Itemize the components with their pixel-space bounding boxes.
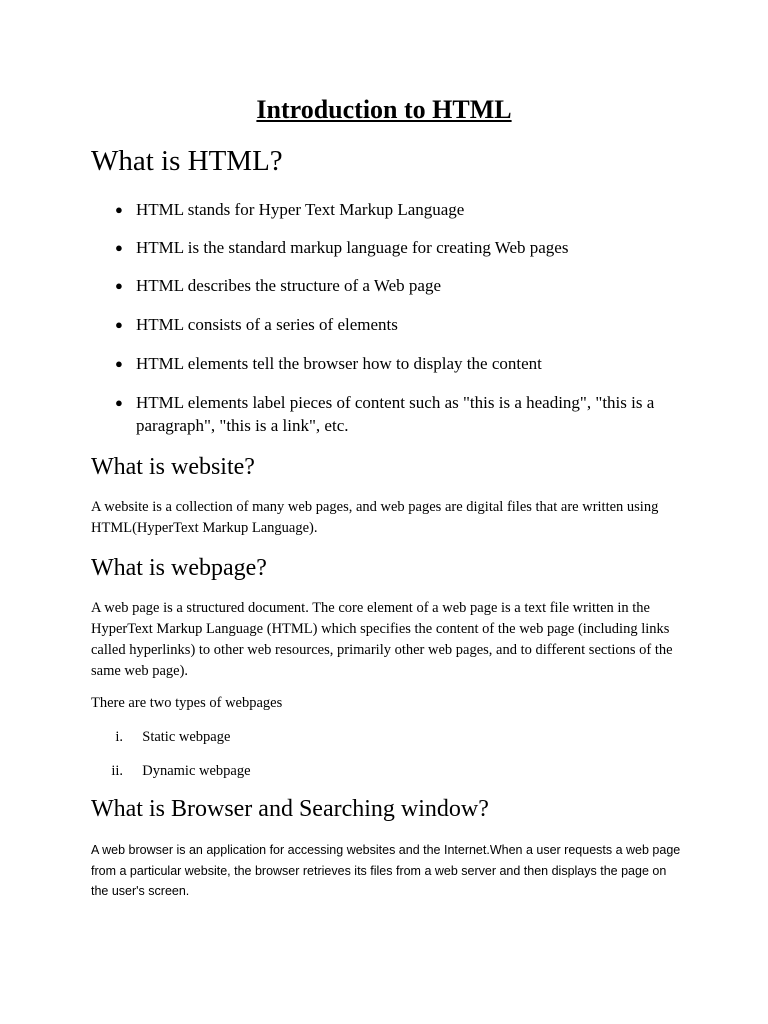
list-item: [115, 391, 675, 437]
list-item: [115, 236, 675, 259]
list-item-text: HTML describes the structure of a Web page: [136, 276, 441, 295]
bullet-icon: ●: [115, 202, 123, 217]
bullet-icon: ●: [115, 317, 123, 332]
list-item-text: Static webpage: [142, 729, 231, 745]
document-title: Introduction to HTML: [256, 95, 512, 124]
list-number: ii.: [111, 763, 123, 779]
list-number: i.: [115, 729, 123, 745]
list-item-text: HTML elements label pieces of content such as "this is a heading", "this is a paragraph", "this is a link", etc.: [136, 393, 655, 435]
list-item-text: HTML elements tell the browser how to display the content: [136, 354, 542, 373]
bullet-icon: ●: [115, 395, 123, 410]
website-paragraph: A website is a collection of many web pages, and web pages are digital files that are written using HTML(HyperText Markup Language).: [91, 499, 659, 536]
list-item: [115, 313, 675, 336]
list-item-text: Dynamic webpage: [142, 763, 251, 779]
heading-what-is-webpage: What is webpage?: [91, 555, 267, 581]
webpage-paragraph: A web page is a structured document. The core element of a web page is a text file written in the HyperText Markup Language (HTML) which specifies the content of the web page (including links called hyperlinks) to other web resources, primarily other web pages, and to different sections of the same web page).: [91, 600, 673, 679]
webpage-types-intro: There are two types of webpages: [91, 695, 283, 711]
list-item-text: HTML stands for Hyper Text Markup Language: [136, 200, 465, 219]
list-item: [115, 352, 675, 375]
list-item: [91, 761, 251, 781]
list-item: [115, 274, 675, 297]
bullet-icon: ●: [115, 356, 123, 371]
list-item: [91, 727, 230, 747]
heading-what-is-browser: What is Browser and Searching window?: [91, 796, 489, 822]
list-item: [115, 198, 675, 221]
bullet-icon: ●: [115, 278, 123, 293]
heading-what-is-html: What is HTML?: [91, 145, 283, 177]
browser-paragraph: A web browser is an application for accessing websites and the Internet.When a user requests a web page from a particular website, the browser retrieves its files from a web server and then displays the page on the user's screen.: [91, 843, 681, 898]
bullet-icon: ●: [115, 240, 123, 255]
list-item-text: HTML is the standard markup language for creating Web pages: [136, 238, 569, 257]
heading-what-is-website: What is website?: [91, 454, 255, 480]
list-item-text: HTML consists of a series of elements: [136, 315, 398, 334]
